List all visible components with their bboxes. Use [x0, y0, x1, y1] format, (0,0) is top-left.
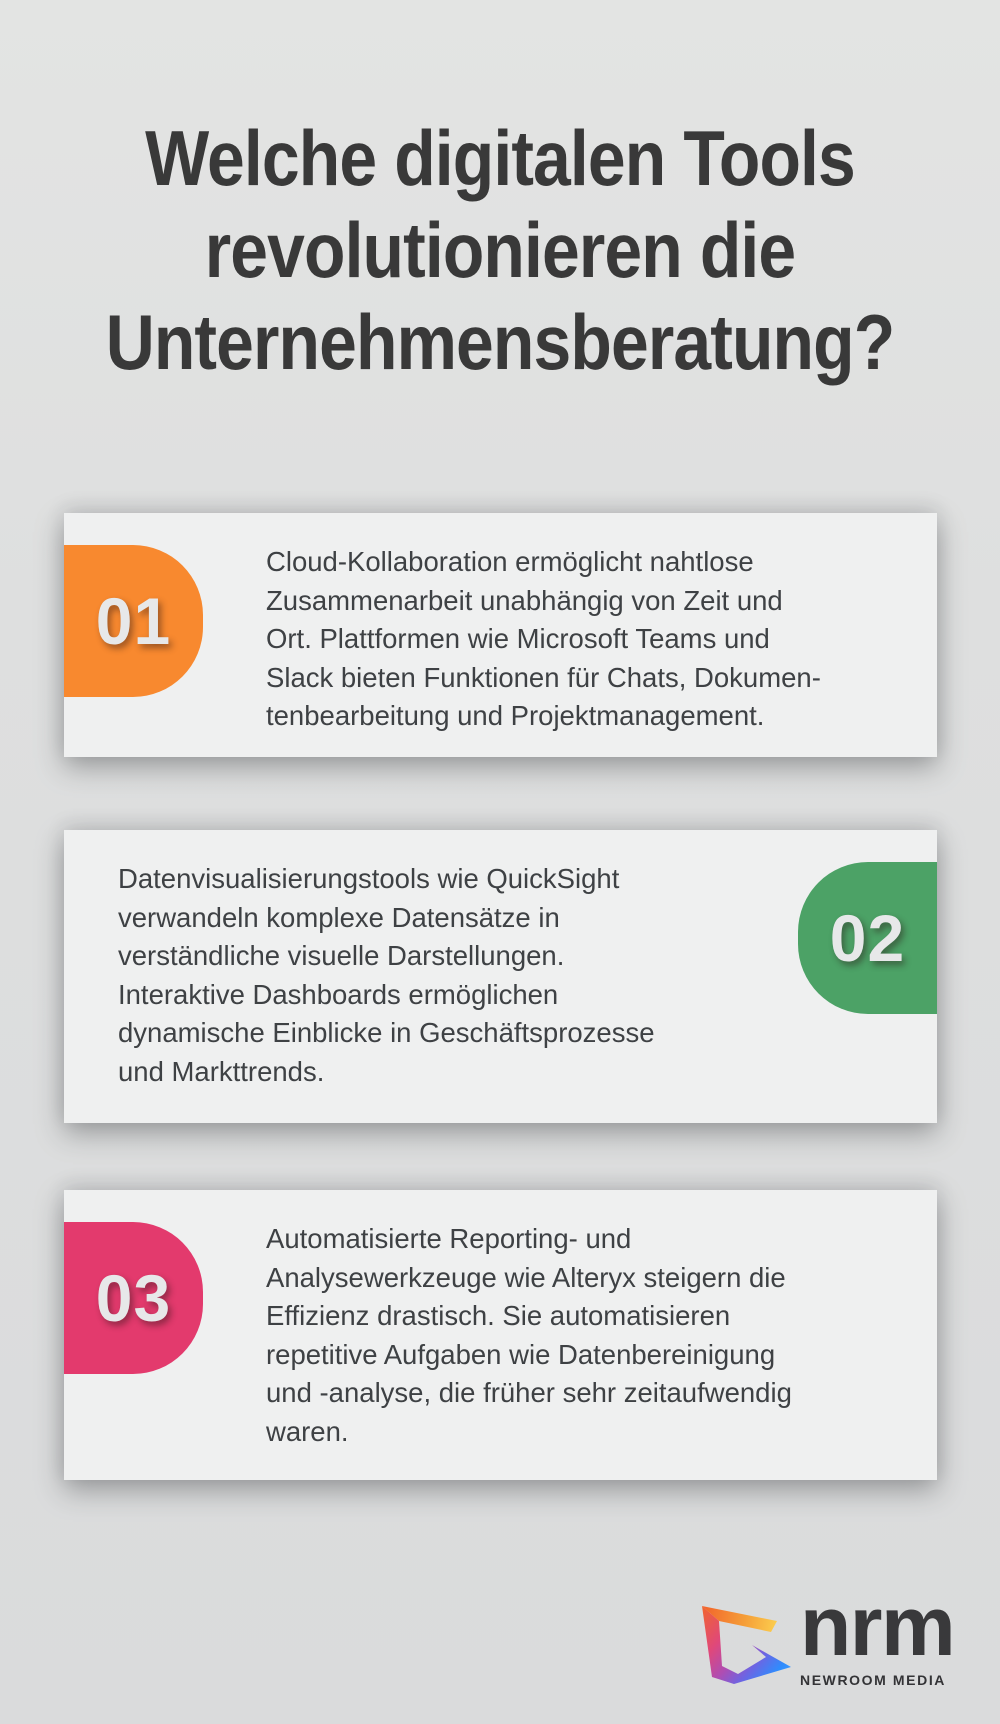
card-02: [64, 830, 937, 1123]
text-line: Unternehmensberatung?: [105, 298, 895, 386]
badge-number: 03: [95, 1261, 172, 1335]
text-line: Analysewerkzeuge wie Alteryx steigern die: [266, 1261, 786, 1293]
text-line: waren.: [266, 1415, 349, 1447]
text-line: Ort. Plattformen wie Microsoft Teams und: [266, 623, 770, 654]
text-line: Interaktive Dashboards ermöglichen: [118, 978, 559, 1010]
number-badge-02: [798, 862, 937, 1014]
text-line: Welche digitalen Tools: [145, 114, 855, 202]
brand-name: nrm: [800, 1579, 955, 1673]
text-line: und -analyse, die früher sehr zeitaufwendig: [266, 1377, 792, 1408]
badge-number: 01: [95, 584, 172, 658]
number-badge-01: [64, 545, 203, 697]
text-line: Effizienz drastisch. Sie automatisieren: [266, 1300, 731, 1331]
number-badge-03: [64, 1222, 203, 1374]
text-line: Cloud-Kollaboration ermöglicht nahtlose: [266, 546, 754, 577]
card-02-text: [118, 860, 783, 1091]
text-line: Slack bieten Funktionen für Chats, Dokumen-: [266, 661, 821, 693]
text-line: tenbearbeitung und Projektmanagement.: [266, 700, 765, 731]
text-line: repetitive Aufgaben wie Datenbereinigung: [266, 1338, 776, 1370]
brand-subtitle: NEWROOM MEDIA: [800, 1672, 947, 1688]
card-01: [64, 513, 937, 757]
text-line: und Markttrends.: [118, 1055, 325, 1087]
infographic-title: [0, 112, 1000, 388]
logo-mark-icon: [695, 1600, 795, 1688]
text-line: verständliche visuelle Darstellungen.: [118, 940, 565, 971]
card-03: [64, 1190, 937, 1480]
text-line: revolutionieren die: [204, 206, 796, 294]
text-line: Zusammenarbeit unabhängig von Zeit und: [266, 584, 783, 616]
card-01-text: [266, 543, 931, 736]
text-line: dynamische Einblicke in Geschäftsprozesse: [118, 1017, 655, 1048]
text-line: verwandeln komplexe Datensätze in: [118, 901, 560, 933]
text-line: Automatisierte Reporting- und: [266, 1223, 632, 1254]
brand-logo: [695, 1579, 955, 1693]
card-03-text: [266, 1220, 931, 1451]
text-line: Datenvisualisierungstools wie QuickSight: [118, 863, 620, 894]
badge-number: 02: [829, 901, 906, 975]
